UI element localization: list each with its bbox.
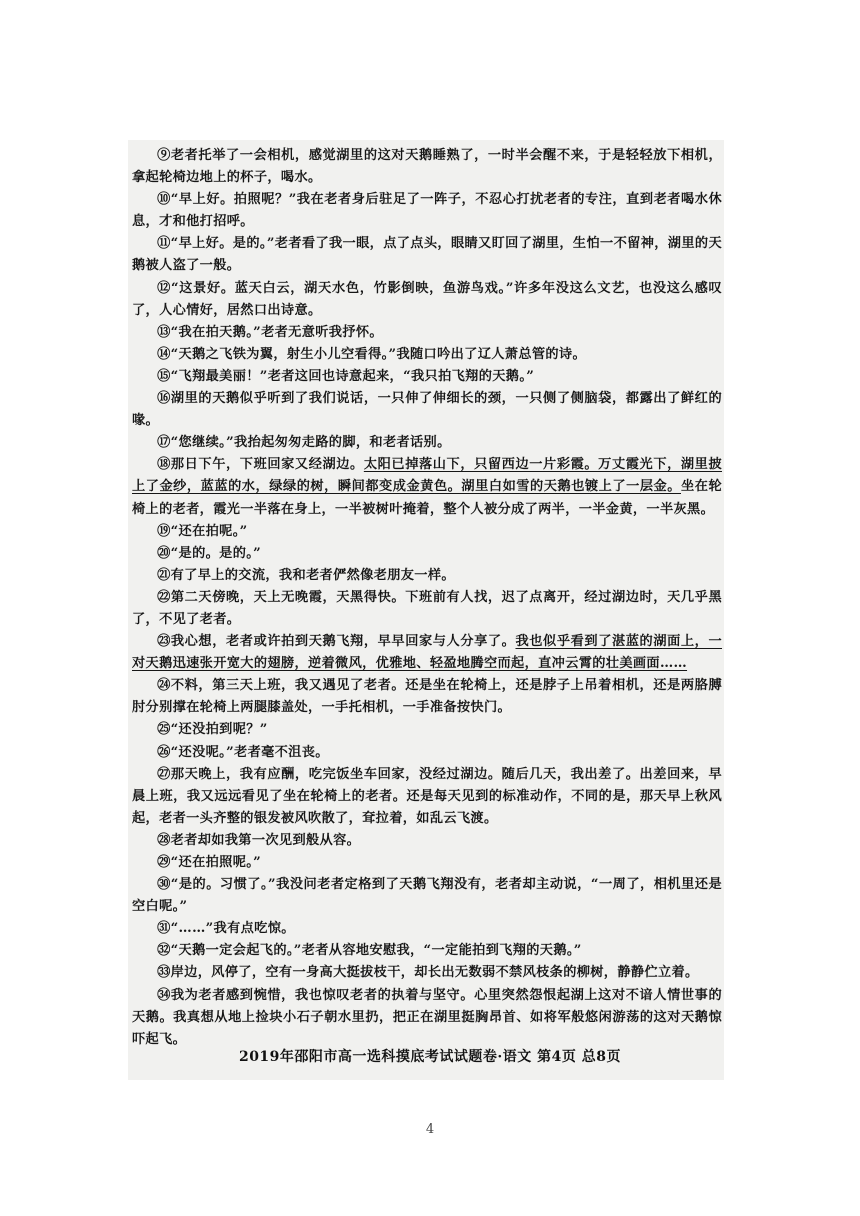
paragraph-text: ㉕“还没拍到呢？” — [157, 722, 268, 738]
paragraph-text: ㉖“还没呢。”老者毫不沮丧。 — [157, 744, 329, 760]
paragraph-text: ⑳“是的。是的。” — [157, 545, 262, 561]
paragraph-text: ㉜“天鹅一定会起飞的。”老者从容地安慰我，“一定能拍到飞翔的天鹅。” — [157, 943, 582, 959]
paragraph-text: ㉑有了早上的交流，我和老者俨然像老朋友一样。 — [157, 567, 455, 583]
paragraph-text: ⑱那日下午，下班回家又经湖边。 — [157, 457, 364, 473]
paragraph-p33 — [132, 962, 722, 984]
paragraph-p15 — [132, 366, 722, 388]
paragraph-p30 — [132, 874, 722, 918]
paragraph-p12 — [132, 278, 722, 322]
paragraph-p31 — [132, 918, 722, 940]
paragraph-p21 — [132, 565, 722, 587]
underlined-sentence: 太阳已掉落山下，只留西边一片彩霞。万丈霞光下，湖里披上了金纱，蓝蓝的水，绿绿的树，瞬间都变成金黄色。湖里白如雪的天鹅也镀上了一层金。 — [132, 457, 722, 495]
paragraph-p10 — [132, 189, 722, 233]
paragraph-p17 — [132, 432, 722, 454]
paragraph-text: ⑰“您继续。”我抬起匆匆走路的脚，和老者话别。 — [157, 435, 451, 451]
paragraph-p22 — [132, 587, 722, 631]
underlined-sentence: 我也似乎看到了湛蓝的湖面上，一对天鹅迅速张开宽大的翅膀，逆着微风，优雅地、轻盈地腾空而起，直冲云霄的壮美画面…… — [132, 634, 723, 672]
paragraph-text: ㉘老者却如我第一次见到般从容。 — [157, 832, 361, 848]
paragraph-text: ㉞我为老者感到惋惜，我也惊叹老者的执着与坚守。心里突然怨恨起湖上这对不谙人情世事的天鹅。我真想从地上捡块小石子朝水里扔，把正在湖里挺胸昂首、如将军般悠闲游荡的这对天鹅惊吓起飞。 — [132, 987, 722, 1047]
paragraph-text: ⑪“早上好。是的。”老者看了我一眼，点了点头，眼睛又盯回了湖里，生怕一不留神，湖里的天鹅被人盗了一般。 — [132, 236, 722, 274]
page-number: 4 — [425, 1122, 435, 1137]
paragraph-p26 — [132, 742, 722, 764]
paragraph-text: ㉒第二天傍晚，天上无晚霞，天黑得快。下班前有人找，迟了点离开，经过湖边时，天几乎黑了，不见了老者。 — [132, 589, 722, 627]
paragraph-text: ㉔不料，第三天上班，我又遇见了老者。还是坐在轮椅上，还是脖子上吊着相机，还是两胳膊肘分别撑在轮椅上两腿膝盖处，一手托相机，一手准备按快门。 — [132, 678, 722, 716]
paragraph-text: ㉚“是的。习惯了。”我没问老者定格到了天鹅飞翔没有，老者却主动说，“一周了，相机里还是空白呢。” — [132, 877, 722, 915]
paragraph-text: ㉓我心想，老者或许拍到天鹅飞翔，早早回家与人分享了。 — [157, 634, 516, 650]
paragraph-text: ⑯湖里的天鹅似乎听到了我们说话，一只伸了伸细长的颈，一只侧了侧脑袋，都露出了鲜红的喙。 — [132, 391, 722, 429]
paragraph-text: 坐在轮椅上的老者，霞光一半落在身上，一半被树叶掩着，整个人被分成了两半，一半金黄，一半灰黑。 — [132, 479, 722, 517]
paragraph-p23 — [132, 631, 722, 675]
paragraph-text: ㉛“……”我有点吃惊。 — [157, 921, 295, 937]
paragraph-p20 — [132, 543, 722, 565]
paragraph-text: ⑫“这景好。蓝天白云，湖天水色，竹影倒映，鱼游鸟戏。”许多年没这么文艺，也没这么感叹了，人心情好，居然口出诗意。 — [132, 280, 722, 318]
paragraph-p14 — [132, 344, 722, 366]
paragraph-p32 — [132, 940, 722, 962]
paragraph-p25 — [132, 719, 722, 741]
paragraph-p13 — [132, 322, 722, 344]
paragraph-p18 — [132, 454, 722, 520]
article-body — [132, 145, 722, 1051]
paragraph-text: ⑩“早上好。拍照呢？”我在老者身后驻足了一阵子，不忍心打扰老者的专注，直到老者喝水休息，才和他打招呼。 — [132, 192, 722, 230]
paragraph-p24 — [132, 675, 722, 719]
paragraph-text: ㉙“还在拍照呢。” — [157, 855, 262, 870]
paragraph-p11 — [132, 233, 722, 277]
paragraph-text: ⑭“天鹅之飞铁为翼，射生小儿空看得。”我随口吟出了辽人萧总管的诗。 — [157, 346, 587, 362]
paragraph-p9 — [132, 145, 722, 189]
exam-footer: 2019年邵阳市高一选科摸底考试试题卷·语文 第4页 总8页 — [238, 1049, 622, 1065]
paragraph-text: ⑨老者托举了一会相机，感觉湖里的这对天鹅睡熟了，一时半会醒不来，于是轻轻放下相机，拿起轮椅边地上的杯子，喝水。 — [132, 148, 722, 186]
paragraph-p19 — [132, 521, 722, 543]
paragraph-p27 — [132, 764, 722, 830]
paragraph-p34 — [132, 985, 722, 1051]
paragraph-text: ⑲“还在拍呢。” — [157, 523, 248, 539]
paragraph-text: ㉝岸边，风停了，空有一身高大挺拔枝干，却长出无数弱不禁风枝条的柳树，静静伫立着。 — [157, 965, 699, 981]
paragraph-text: ㉗那天晚上，我有应酬，吃完饭坐车回家，没经过湖边。随后几天，我出差了。出差回来，早晨上班，我又远远看见了坐在轮椅上的老者。还是每天见到的标准动作，不同的是，那天早上秋风起，老者一头齐整的银发被风吹散了，耷拉着，如乱云飞渡。 — [132, 766, 722, 826]
paragraph-text: ⑬“我在拍天鹅。”老者无意听我抒怀。 — [157, 324, 383, 340]
paragraph-p29 — [132, 852, 722, 874]
paragraph-p16 — [132, 388, 722, 432]
paragraph-text: ⑮“飞翔最美丽！”老者这回也诗意起来，“我只拍飞翔的天鹅。” — [157, 368, 535, 384]
paragraph-p28 — [132, 830, 722, 852]
